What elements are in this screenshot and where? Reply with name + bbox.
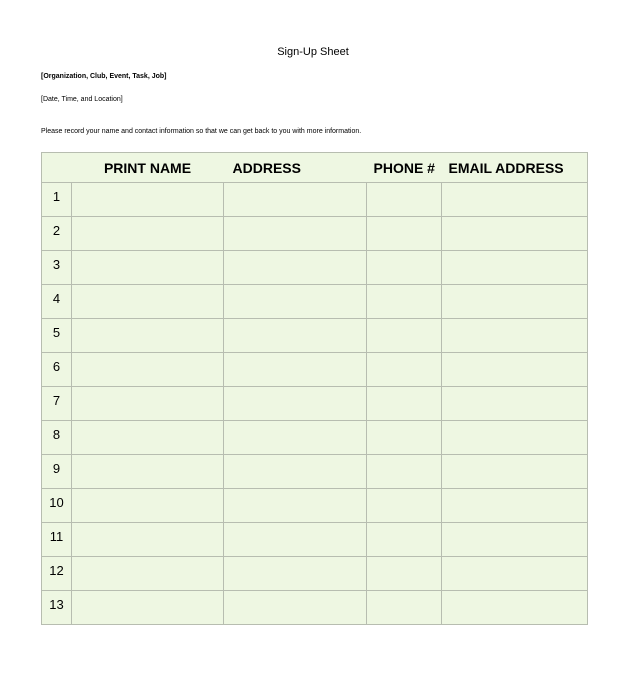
address-cell[interactable]: [224, 455, 367, 489]
email-cell[interactable]: [442, 251, 588, 285]
print-name-cell[interactable]: [72, 523, 224, 557]
address-cell[interactable]: [224, 523, 367, 557]
phone-cell[interactable]: [367, 285, 442, 319]
table-row: [42, 455, 588, 489]
row-number: 1: [42, 183, 72, 217]
table-row: [42, 557, 588, 591]
print-name-cell[interactable]: [72, 591, 224, 625]
print-name-cell[interactable]: [72, 353, 224, 387]
table-row: [42, 353, 588, 387]
email-cell[interactable]: [442, 217, 588, 251]
phone-cell[interactable]: [367, 591, 442, 625]
phone-cell[interactable]: [367, 217, 442, 251]
row-number: 13: [42, 591, 72, 625]
column-header-email: EMAIL ADDRESS: [442, 153, 588, 183]
address-cell[interactable]: [224, 183, 367, 217]
organization-placeholder: [Organization, Club, Event, Task, Job]: [41, 73, 167, 80]
phone-cell[interactable]: [367, 557, 442, 591]
address-cell[interactable]: [224, 251, 367, 285]
phone-cell[interactable]: [367, 489, 442, 523]
email-cell[interactable]: [442, 319, 588, 353]
row-number: 3: [42, 251, 72, 285]
address-cell[interactable]: [224, 319, 367, 353]
table-row: [42, 591, 588, 625]
print-name-cell[interactable]: [72, 387, 224, 421]
table-row: [42, 251, 588, 285]
phone-cell[interactable]: [367, 319, 442, 353]
column-header-print-name: PRINT NAME: [72, 153, 224, 183]
print-name-cell[interactable]: [72, 557, 224, 591]
row-number: 10: [42, 489, 72, 523]
table-row: [42, 421, 588, 455]
print-name-cell[interactable]: [72, 217, 224, 251]
row-number: 12: [42, 557, 72, 591]
row-number: 5: [42, 319, 72, 353]
print-name-cell[interactable]: [72, 421, 224, 455]
column-header-phone: PHONE #: [367, 153, 442, 183]
signup-table: [41, 152, 588, 625]
print-name-cell[interactable]: [72, 183, 224, 217]
table-row: [42, 523, 588, 557]
row-number: 11: [42, 523, 72, 557]
email-cell[interactable]: [442, 387, 588, 421]
phone-cell[interactable]: [367, 455, 442, 489]
address-cell[interactable]: [224, 285, 367, 319]
print-name-cell[interactable]: [72, 455, 224, 489]
email-cell[interactable]: [442, 591, 588, 625]
row-number: 2: [42, 217, 72, 251]
table-row: [42, 285, 588, 319]
row-number: 6: [42, 353, 72, 387]
phone-cell[interactable]: [367, 421, 442, 455]
table-row: [42, 183, 588, 217]
print-name-cell[interactable]: [72, 251, 224, 285]
row-number: 9: [42, 455, 72, 489]
column-header-address: ADDRESS: [224, 153, 367, 183]
table-row: [42, 387, 588, 421]
print-name-cell[interactable]: [72, 489, 224, 523]
address-cell[interactable]: [224, 353, 367, 387]
table-row: [42, 489, 588, 523]
phone-cell[interactable]: [367, 353, 442, 387]
address-cell[interactable]: [224, 421, 367, 455]
print-name-cell[interactable]: [72, 319, 224, 353]
row-number: 8: [42, 421, 72, 455]
address-cell[interactable]: [224, 591, 367, 625]
phone-cell[interactable]: [367, 183, 442, 217]
date-location-placeholder: [Date, Time, and Location]: [41, 96, 123, 103]
email-cell[interactable]: [442, 557, 588, 591]
email-cell[interactable]: [442, 523, 588, 557]
email-cell[interactable]: [442, 421, 588, 455]
address-cell[interactable]: [224, 489, 367, 523]
table-header-row: [42, 153, 588, 183]
email-cell[interactable]: [442, 183, 588, 217]
row-number: 7: [42, 387, 72, 421]
email-cell[interactable]: [442, 455, 588, 489]
column-header-number: [42, 153, 72, 183]
table-row: [42, 319, 588, 353]
print-name-cell[interactable]: [72, 285, 224, 319]
phone-cell[interactable]: [367, 387, 442, 421]
email-cell[interactable]: [442, 285, 588, 319]
address-cell[interactable]: [224, 217, 367, 251]
instructions-text: Please record your name and contact information so that we can get back to you with more information.: [41, 128, 362, 135]
email-cell[interactable]: [442, 353, 588, 387]
page-title: Sign-Up Sheet: [277, 46, 349, 58]
phone-cell[interactable]: [367, 523, 442, 557]
email-cell[interactable]: [442, 489, 588, 523]
table-row: [42, 217, 588, 251]
address-cell[interactable]: [224, 557, 367, 591]
phone-cell[interactable]: [367, 251, 442, 285]
row-number: 4: [42, 285, 72, 319]
address-cell[interactable]: [224, 387, 367, 421]
